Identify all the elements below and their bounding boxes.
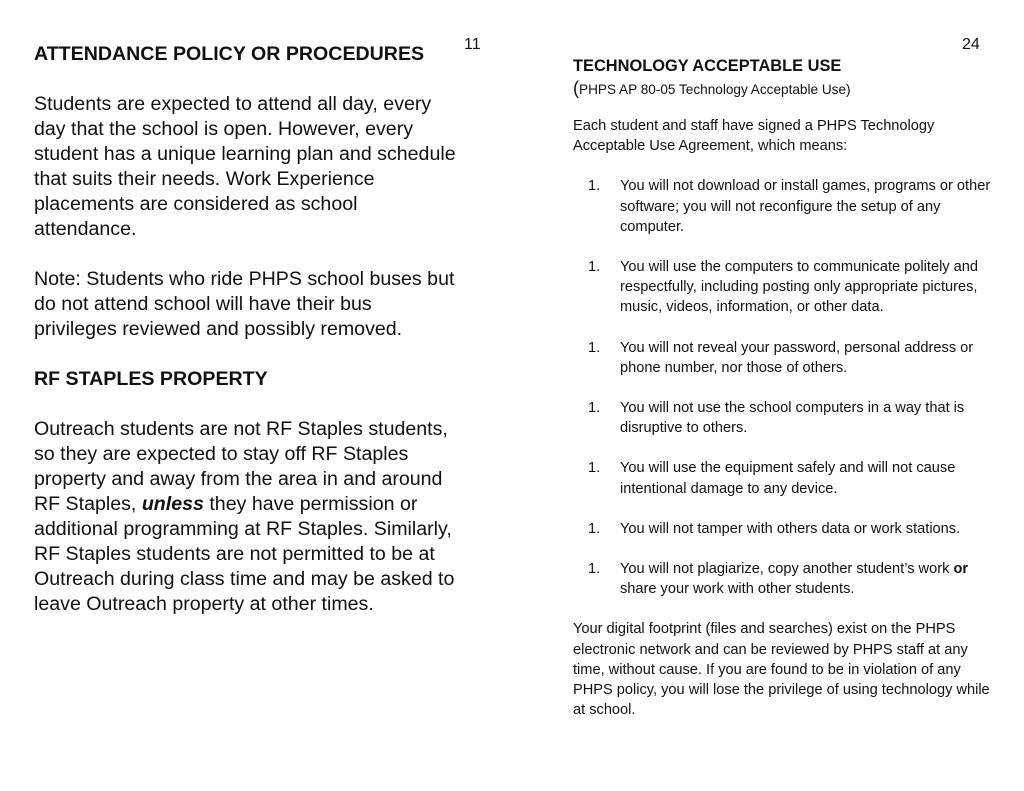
list-item bbox=[573, 257, 998, 318]
list-item bbox=[573, 458, 998, 498]
list-item-text: You will use the computers to communicate politely and respectfully, including posting only appropriate pictures, music, videos, information, or other data. bbox=[620, 259, 979, 316]
list-item bbox=[573, 519, 998, 539]
list-item-number: 1. bbox=[588, 339, 601, 356]
subheading-paren: ( bbox=[573, 78, 579, 98]
digital-footprint-paragraph: Your digital footprint (files and searches) exist on the PHPS electronic network and can be reviewed by PHPS staff at any time, without cause. If you are found to be in violation of any PHPS policy, you will lose the privilege of using technology while at school. bbox=[573, 621, 990, 719]
technology-heading: TECHNOLOGY ACCEPTABLE USE bbox=[573, 57, 842, 75]
list-item-text: You will not tamper with others data or work stations. bbox=[620, 520, 961, 537]
attendance-heading: ATTENDANCE POLICY OR PROCEDURES bbox=[34, 43, 425, 65]
list-item-text: You will not use the school computers in a way that is disruptive to others. bbox=[620, 400, 965, 437]
list-item-text-after: share your work with other students. bbox=[620, 581, 855, 598]
list-item-number: 1. bbox=[588, 520, 601, 537]
list-item-emphasis: or bbox=[953, 561, 969, 578]
property-text-before: Outreach students are not RF Staples students, so they are expected to stay off RF Staples property and away from the area in and around RF Staples, bbox=[34, 418, 448, 515]
list-item-number: 1. bbox=[588, 460, 601, 477]
right-page bbox=[573, 56, 998, 720]
agreement-intro: Each student and staff have signed a PHPS Technology Acceptable Use Agreement, which means: bbox=[573, 118, 935, 155]
list-item-text-before: You will not plagiarize, copy another student’s work bbox=[620, 561, 950, 578]
list-item-number: 1. bbox=[588, 561, 601, 578]
list-item-number: 1. bbox=[588, 178, 601, 195]
right-page-number: 24 bbox=[962, 36, 980, 53]
technology-subheading bbox=[573, 78, 998, 100]
left-page-number: 11 bbox=[464, 36, 481, 53]
list-item-number: 1. bbox=[588, 259, 601, 276]
property-paragraph bbox=[34, 417, 459, 617]
list-item-text: You will not download or install games, programs or other software; you will not reconfigure the setup of any computer. bbox=[620, 178, 991, 235]
list-item bbox=[573, 176, 998, 237]
list-item bbox=[573, 338, 998, 378]
rules-list bbox=[573, 176, 998, 599]
list-item-text: You will use the equipment safely and will not cause intentional damage to any device. bbox=[620, 460, 956, 497]
attendance-paragraph: Students are expected to attend all day, every day that the school is open. However, every student has a unique learning plan and schedule that suits their needs. Work Experience placements are considered as school attendance. bbox=[34, 93, 456, 240]
list-item-text: You will not reveal your password, personal address or phone number, nor those of others. bbox=[620, 339, 974, 376]
list-item bbox=[573, 398, 998, 438]
subheading-text: PHPS AP 80-05 Technology Acceptable Use) bbox=[579, 82, 851, 97]
list-item-number: 1. bbox=[588, 400, 601, 417]
property-text-after: they have permission or additional programming at RF Staples. Similarly, RF Staples students are not permitted to be at Outreach during class time and may be asked to leave Outreach property at other times. bbox=[34, 493, 455, 615]
list-item bbox=[573, 559, 998, 599]
bus-note-paragraph: Note: Students who ride PHPS school buses but do not attend school will have their bus privileges reviewed and possibly removed. bbox=[34, 268, 455, 340]
property-heading: RF STAPLES PROPERTY bbox=[34, 368, 268, 390]
left-page bbox=[34, 42, 459, 617]
property-emphasis: unless bbox=[141, 493, 204, 515]
